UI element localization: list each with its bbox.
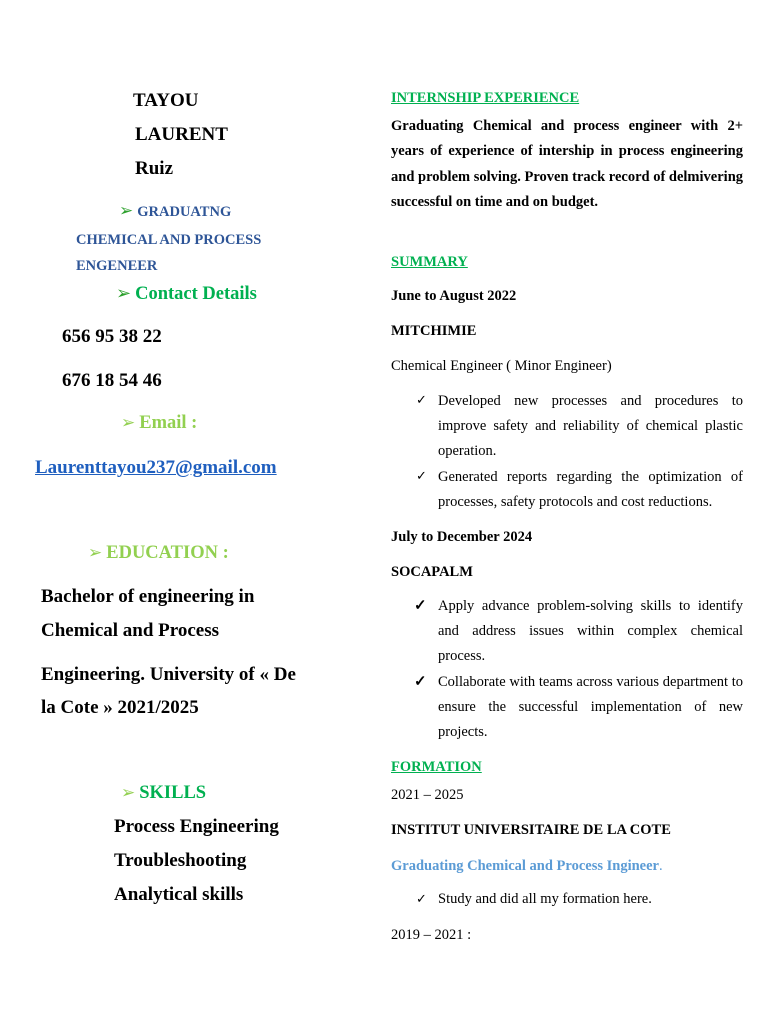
skill-item: Analytical skills <box>114 884 244 905</box>
contact-heading <box>116 283 257 305</box>
formation-period-2: 2019 – 2021 : <box>391 927 472 943</box>
checkmark-icon: ✓ <box>416 392 427 407</box>
phone-1: 656 95 38 22 <box>62 326 162 347</box>
job2-company: SOCAPALM <box>391 564 473 580</box>
first-name: TAYOU <box>133 90 199 111</box>
formation-period-1: 2021 – 2025 <box>391 787 464 803</box>
education-line-3: Engineering. University of « De <box>41 664 296 685</box>
job2-bullet: Apply advance problem-solving skills to identify and address issues within complex chemical process. <box>438 598 743 665</box>
email-link[interactable]: Laurenttayou237@gmail.com <box>35 457 277 478</box>
skills-heading <box>121 783 206 804</box>
formation-degree-label: Graduating Chemical and Process Ingineer <box>391 858 659 874</box>
internship-text: Graduating Chemical and process engineer with 2+ years of experience of intership in process engineering and problem solving. Proven track record of delmivering successful on time and on budget. <box>391 118 744 210</box>
skill-item: Troubleshooting <box>114 850 247 871</box>
job1-period: June to August 2022 <box>391 288 517 304</box>
education-heading <box>88 543 229 564</box>
checkmark-icon: ✓ <box>416 891 427 906</box>
education-line-4: la Cote » 2021/2025 <box>41 697 199 718</box>
education-line-2: Chemical and Process <box>41 620 220 641</box>
internship-heading: INTERNSHIP EXPERIENCE <box>391 90 580 106</box>
arrow-bullet-icon: ➢ <box>116 283 132 303</box>
phone-2: 676 18 54 46 <box>62 370 162 391</box>
skills-heading-label: SKILLS <box>139 783 207 803</box>
summary-heading: SUMMARY <box>391 254 468 270</box>
job2-period: July to December 2024 <box>391 529 533 545</box>
checkmark-icon: ✓ <box>414 674 427 690</box>
arrow-bullet-icon: ➢ <box>121 413 136 432</box>
education-heading-label: EDUCATION : <box>106 543 229 563</box>
middle-name: LAURENT <box>135 124 228 145</box>
formation-bullet: Study and did all my formation here. <box>438 891 652 907</box>
formation-school: INSTITUT UNIVERSITAIRE DE LA COTE <box>391 822 671 838</box>
arrow-bullet-icon: ➢ <box>121 783 136 802</box>
role-block <box>119 201 231 221</box>
role-line-2: CHEMICAL AND PROCESS <box>76 232 262 248</box>
role-line-3: ENGENEER <box>76 258 158 274</box>
email-heading-label: Email : <box>139 413 198 433</box>
checkmark-icon: ✓ <box>414 598 427 614</box>
education-line-1: Bachelor of engineering in <box>41 586 255 607</box>
job1-bullet: Generated reports regarding the optimization of processes, safety protocols and cost reductions. <box>438 469 743 511</box>
formation-degree-suffix: . <box>658 858 663 874</box>
arrow-bullet-icon: ➢ <box>119 201 134 220</box>
role-line-1: GRADUATNG <box>137 204 232 220</box>
job1-company: MITCHIMIE <box>391 323 477 339</box>
checkmark-icon: ✓ <box>416 468 427 483</box>
job1-bullet: Developed new processes and procedures to improve safety and reliability of chemical plastic operation. <box>438 393 743 460</box>
job1-title: Chemical Engineer ( Minor Engineer) <box>391 358 612 374</box>
last-name: Ruiz <box>135 158 173 179</box>
email-heading <box>121 413 197 434</box>
arrow-bullet-icon: ➢ <box>88 543 103 562</box>
skill-item: Process Engineering <box>114 816 279 837</box>
formation-degree <box>391 857 663 875</box>
contact-heading-label: Contact Details <box>135 284 257 304</box>
job2-bullet: Collaborate with teams across various department to ensure the successful implementation of new projects. <box>438 674 743 741</box>
formation-heading: FORMATION <box>391 759 482 775</box>
